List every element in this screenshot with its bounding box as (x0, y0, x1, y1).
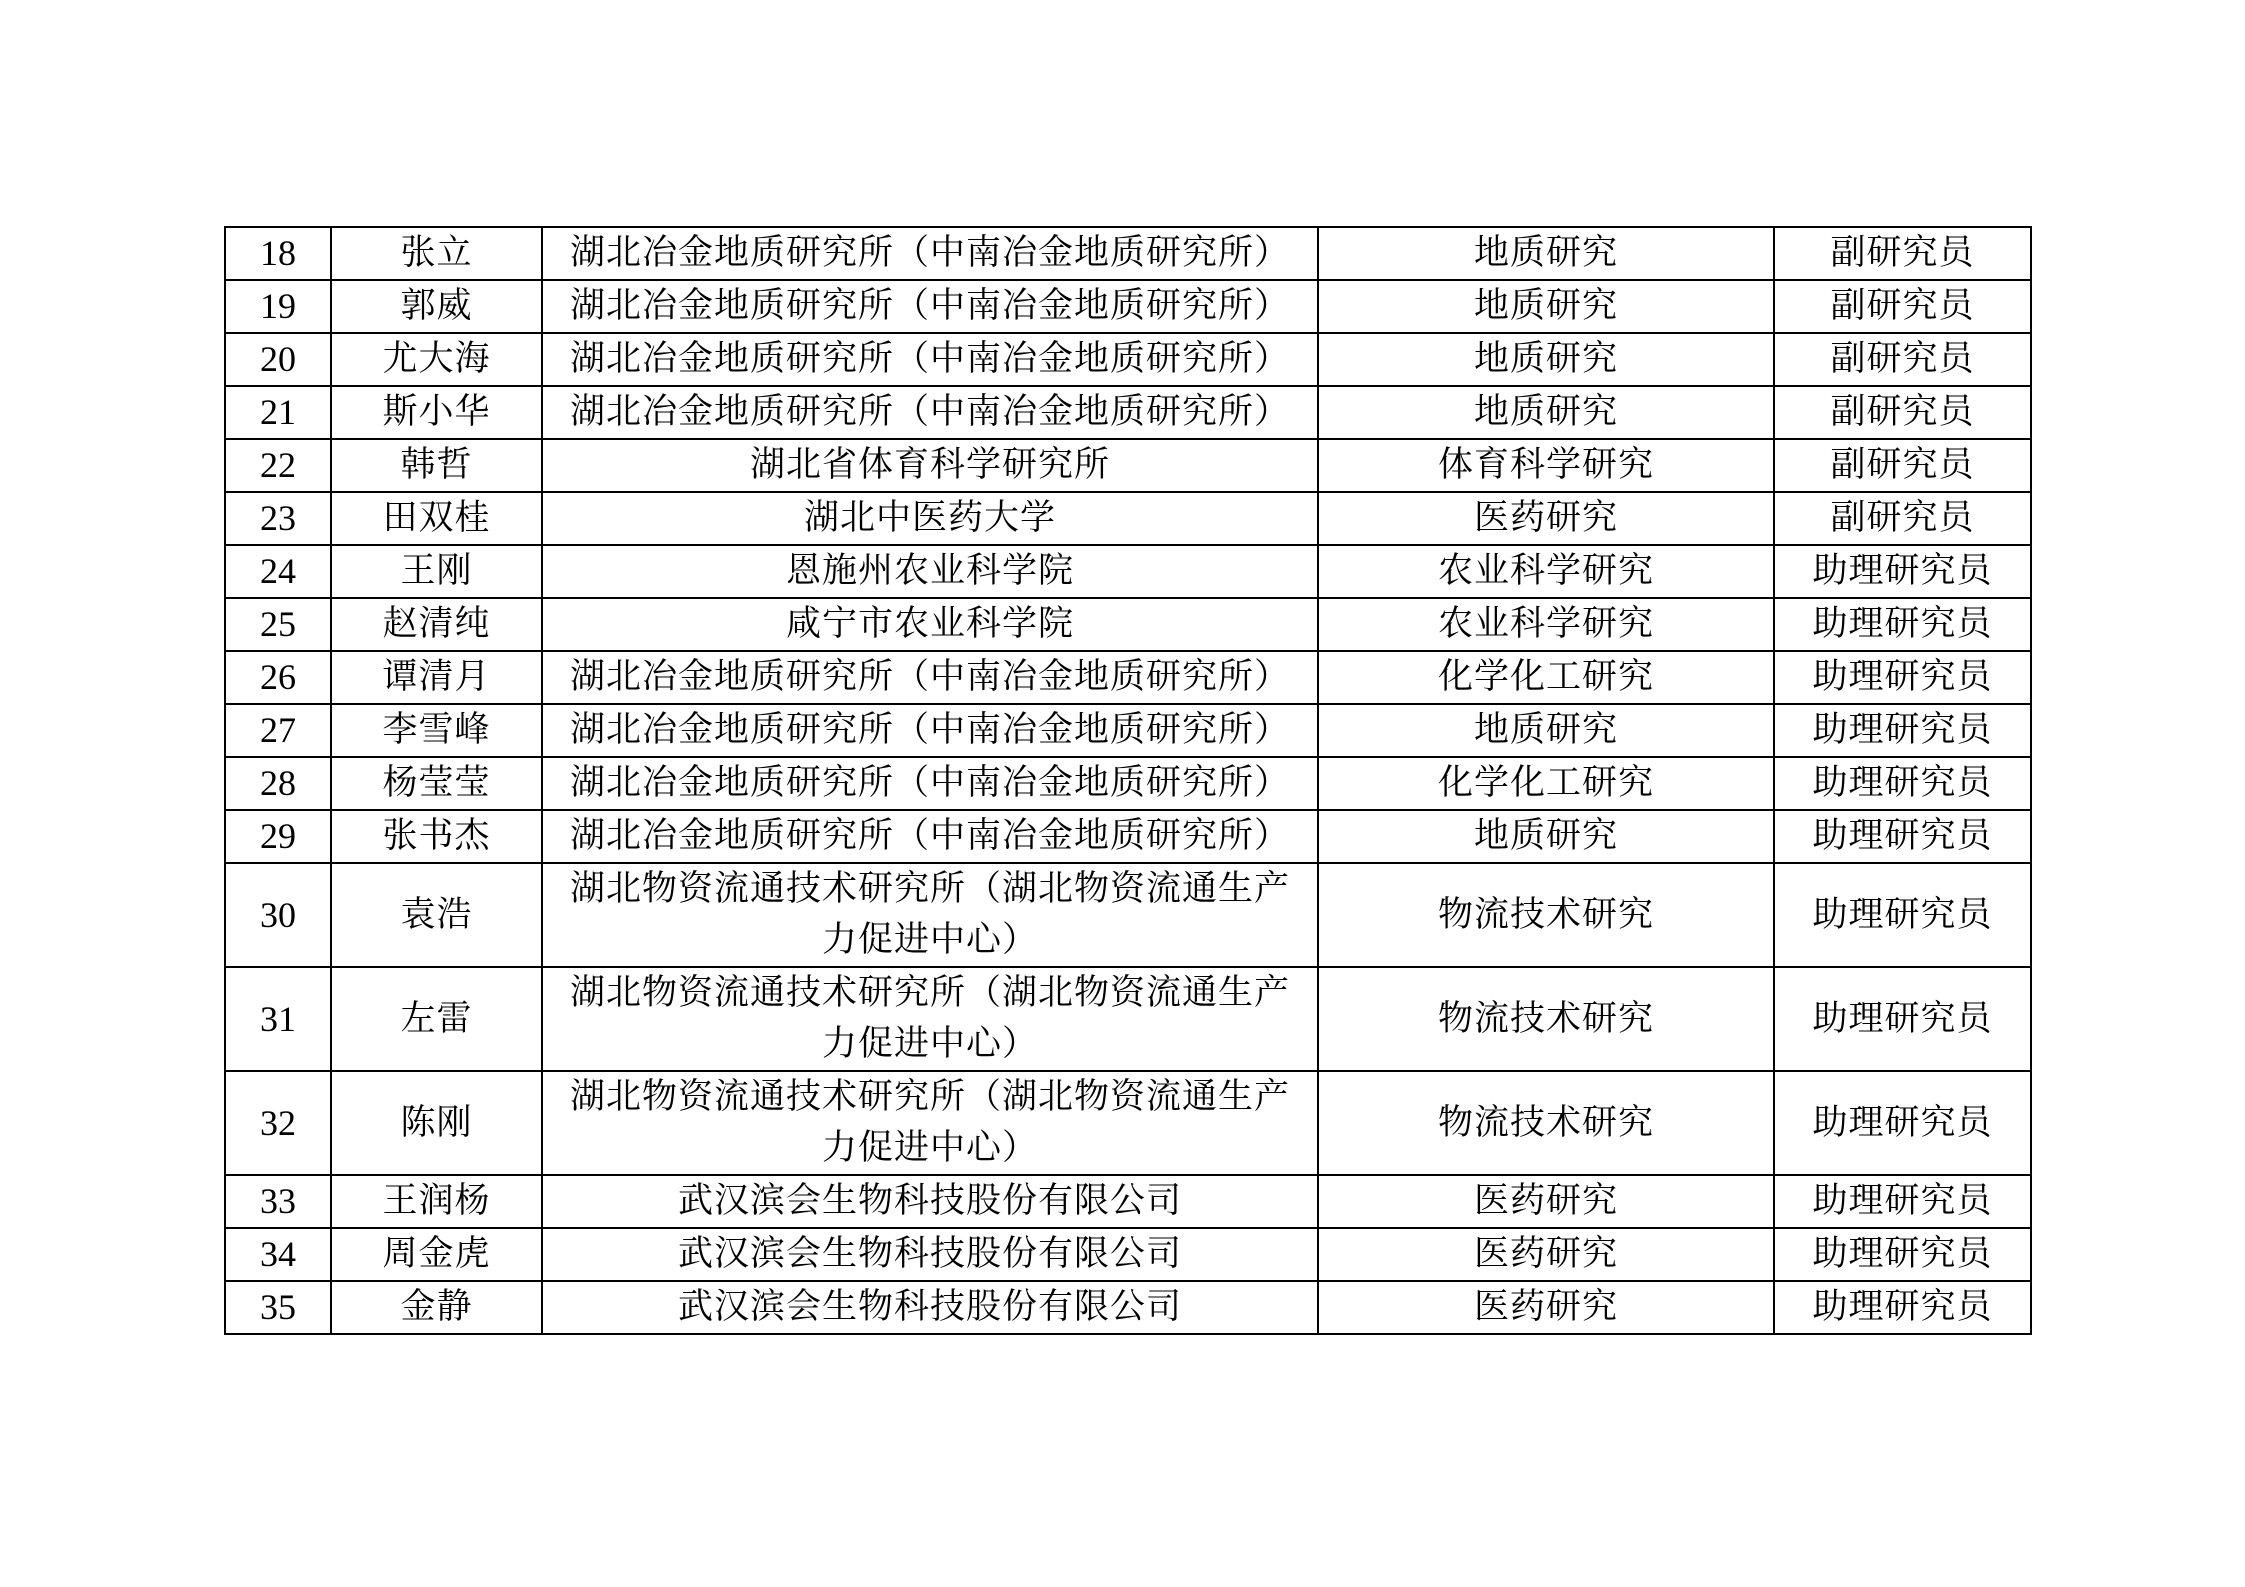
table-row (225, 439, 2031, 492)
research-field-cell: 物流技术研究 (1318, 1071, 1774, 1175)
job-title-cell: 助理研究员 (1774, 545, 2031, 598)
research-field-cell: 地质研究 (1318, 333, 1774, 386)
research-field-cell: 化学化工研究 (1318, 651, 1774, 704)
job-title-cell: 副研究员 (1774, 227, 2031, 280)
table-row (225, 704, 2031, 757)
table-row (225, 1071, 2031, 1175)
job-title-cell: 助理研究员 (1774, 810, 2031, 863)
research-field-cell: 农业科学研究 (1318, 598, 1774, 651)
row-number-cell: 27 (225, 704, 331, 757)
roster-table (224, 226, 2032, 1335)
name-cell: 金静 (331, 1281, 542, 1334)
row-number-cell: 19 (225, 280, 331, 333)
row-number-cell: 23 (225, 492, 331, 545)
name-cell: 韩哲 (331, 439, 542, 492)
name-cell: 周金虎 (331, 1228, 542, 1281)
row-number-cell: 29 (225, 810, 331, 863)
organization-cell: 湖北物资流通技术研究所（湖北物资流通生产力促进中心） (542, 863, 1318, 967)
table-row (225, 810, 2031, 863)
name-cell: 斯小华 (331, 386, 542, 439)
row-number-cell: 26 (225, 651, 331, 704)
table-row (225, 280, 2031, 333)
job-title-cell: 助理研究员 (1774, 1281, 2031, 1334)
organization-cell: 湖北中医药大学 (542, 492, 1318, 545)
table-row (225, 545, 2031, 598)
name-cell: 左雷 (331, 967, 542, 1071)
name-cell: 李雪峰 (331, 704, 542, 757)
job-title-cell: 助理研究员 (1774, 1175, 2031, 1228)
job-title-cell: 助理研究员 (1774, 704, 2031, 757)
name-cell: 王刚 (331, 545, 542, 598)
organization-cell: 湖北物资流通技术研究所（湖北物资流通生产力促进中心） (542, 967, 1318, 1071)
research-field-cell: 医药研究 (1318, 1175, 1774, 1228)
name-cell: 陈刚 (331, 1071, 542, 1175)
job-title-cell: 助理研究员 (1774, 1071, 2031, 1175)
job-title-cell: 助理研究员 (1774, 967, 2031, 1071)
organization-cell: 湖北物资流通技术研究所（湖北物资流通生产力促进中心） (542, 1071, 1318, 1175)
research-field-cell: 医药研究 (1318, 1228, 1774, 1281)
organization-cell: 湖北冶金地质研究所（中南冶金地质研究所） (542, 651, 1318, 704)
row-number-cell: 30 (225, 863, 331, 967)
job-title-cell: 助理研究员 (1774, 651, 2031, 704)
name-cell: 尤大海 (331, 333, 542, 386)
name-cell: 田双桂 (331, 492, 542, 545)
table-row (225, 1175, 2031, 1228)
name-cell: 张立 (331, 227, 542, 280)
table-row (225, 333, 2031, 386)
table-row (225, 1281, 2031, 1334)
job-title-cell: 副研究员 (1774, 492, 2031, 545)
job-title-cell: 助理研究员 (1774, 598, 2031, 651)
job-title-cell: 副研究员 (1774, 386, 2031, 439)
roster-table-body (225, 227, 2031, 1334)
job-title-cell: 副研究员 (1774, 333, 2031, 386)
row-number-cell: 25 (225, 598, 331, 651)
organization-cell: 湖北冶金地质研究所（中南冶金地质研究所） (542, 333, 1318, 386)
table-row (225, 967, 2031, 1071)
name-cell: 王润杨 (331, 1175, 542, 1228)
table-row (225, 492, 2031, 545)
job-title-cell: 副研究员 (1774, 280, 2031, 333)
research-field-cell: 农业科学研究 (1318, 545, 1774, 598)
row-number-cell: 34 (225, 1228, 331, 1281)
row-number-cell: 33 (225, 1175, 331, 1228)
organization-cell: 湖北冶金地质研究所（中南冶金地质研究所） (542, 280, 1318, 333)
row-number-cell: 31 (225, 967, 331, 1071)
table-row (225, 598, 2031, 651)
name-cell: 袁浩 (331, 863, 542, 967)
row-number-cell: 21 (225, 386, 331, 439)
research-field-cell: 医药研究 (1318, 492, 1774, 545)
row-number-cell: 32 (225, 1071, 331, 1175)
organization-cell: 湖北省体育科学研究所 (542, 439, 1318, 492)
row-number-cell: 20 (225, 333, 331, 386)
name-cell: 赵清纯 (331, 598, 542, 651)
organization-cell: 湖北冶金地质研究所（中南冶金地质研究所） (542, 386, 1318, 439)
research-field-cell: 地质研究 (1318, 386, 1774, 439)
table-row (225, 1228, 2031, 1281)
row-number-cell: 22 (225, 439, 331, 492)
row-number-cell: 24 (225, 545, 331, 598)
name-cell: 谭清月 (331, 651, 542, 704)
table-row (225, 757, 2031, 810)
research-field-cell: 物流技术研究 (1318, 967, 1774, 1071)
name-cell: 张书杰 (331, 810, 542, 863)
organization-cell: 湖北冶金地质研究所（中南冶金地质研究所） (542, 704, 1318, 757)
table-row (225, 863, 2031, 967)
row-number-cell: 28 (225, 757, 331, 810)
organization-cell: 湖北冶金地质研究所（中南冶金地质研究所） (542, 757, 1318, 810)
organization-cell: 湖北冶金地质研究所（中南冶金地质研究所） (542, 810, 1318, 863)
table-row (225, 386, 2031, 439)
research-field-cell: 地质研究 (1318, 810, 1774, 863)
name-cell: 杨莹莹 (331, 757, 542, 810)
table-row (225, 227, 2031, 280)
row-number-cell: 35 (225, 1281, 331, 1334)
research-field-cell: 地质研究 (1318, 704, 1774, 757)
organization-cell: 武汉滨会生物科技股份有限公司 (542, 1228, 1318, 1281)
research-field-cell: 物流技术研究 (1318, 863, 1774, 967)
research-field-cell: 化学化工研究 (1318, 757, 1774, 810)
research-field-cell: 医药研究 (1318, 1281, 1774, 1334)
research-field-cell: 地质研究 (1318, 280, 1774, 333)
job-title-cell: 助理研究员 (1774, 863, 2031, 967)
organization-cell: 湖北冶金地质研究所（中南冶金地质研究所） (542, 227, 1318, 280)
organization-cell: 恩施州农业科学院 (542, 545, 1318, 598)
organization-cell: 武汉滨会生物科技股份有限公司 (542, 1281, 1318, 1334)
name-cell: 郭威 (331, 280, 542, 333)
table-row (225, 651, 2031, 704)
research-field-cell: 地质研究 (1318, 227, 1774, 280)
research-field-cell: 体育科学研究 (1318, 439, 1774, 492)
job-title-cell: 副研究员 (1774, 439, 2031, 492)
organization-cell: 武汉滨会生物科技股份有限公司 (542, 1175, 1318, 1228)
job-title-cell: 助理研究员 (1774, 757, 2031, 810)
row-number-cell: 18 (225, 227, 331, 280)
job-title-cell: 助理研究员 (1774, 1228, 2031, 1281)
organization-cell: 咸宁市农业科学院 (542, 598, 1318, 651)
